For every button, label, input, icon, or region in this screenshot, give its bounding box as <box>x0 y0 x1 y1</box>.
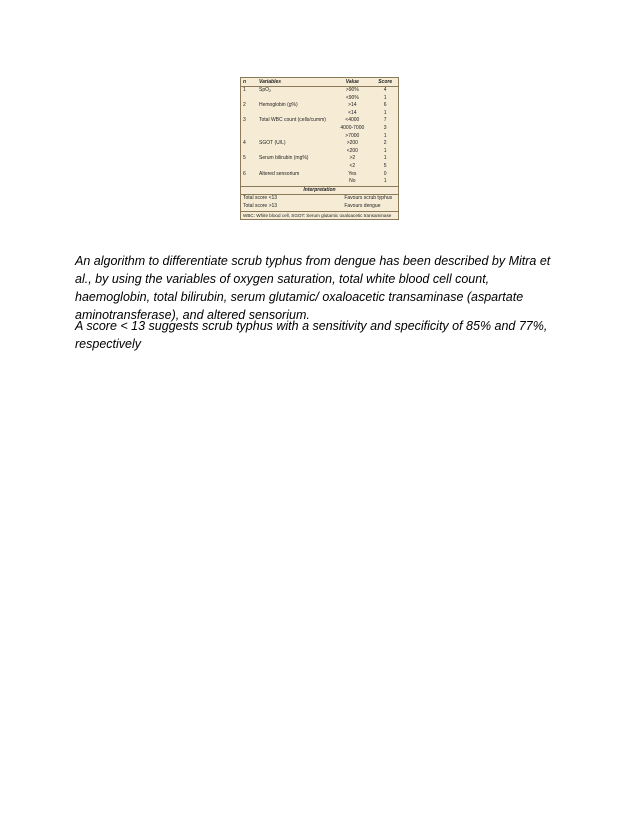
cell-n <box>241 148 257 156</box>
cell-score <box>372 178 398 186</box>
header-n: n <box>241 78 257 87</box>
cell-variable-text: Altered sensorium <box>259 170 300 177</box>
cell-variable <box>257 155 332 163</box>
cell-value-text: <2 <box>349 162 356 169</box>
cell-score <box>372 125 398 133</box>
cell-score-text: 1 <box>383 94 387 101</box>
cell-value <box>332 95 372 103</box>
interpretation-condition: Total score >13 <box>243 202 278 209</box>
cell-n <box>241 95 257 103</box>
cell-value <box>332 102 372 110</box>
cell-value-text: >7000 <box>345 132 360 139</box>
cell-variable <box>257 133 332 141</box>
cell-value-text: <200 <box>346 147 358 154</box>
cell-score <box>372 110 398 118</box>
cell-score <box>372 133 398 141</box>
cell-variable <box>257 95 332 103</box>
cell-variable <box>257 102 332 110</box>
table-row <box>241 148 398 156</box>
header-score: Score <box>372 78 398 87</box>
cell-n <box>241 87 257 95</box>
interpretation-result: Favours scrub typhus <box>344 195 393 202</box>
table-row <box>241 133 398 141</box>
table-row <box>241 102 398 110</box>
cell-score-text: 1 <box>383 178 387 185</box>
cell-score-text: 0 <box>383 170 387 177</box>
cell-value-text: <90% <box>345 94 359 101</box>
cell-variable-text: SpO <box>259 87 270 93</box>
table-row <box>241 95 398 103</box>
table-row <box>241 87 398 95</box>
cell-variable <box>257 148 332 156</box>
cell-value-text: Yes <box>348 170 357 177</box>
table-body <box>241 87 398 187</box>
cell-variable <box>257 140 332 148</box>
scoring-table <box>241 78 398 219</box>
cell-value <box>332 133 372 141</box>
table-header-row <box>241 78 398 87</box>
cell-n <box>241 171 257 179</box>
cell-n <box>241 117 257 125</box>
cell-n <box>241 110 257 118</box>
cell-variable <box>257 87 332 95</box>
interpretation-condition: Total score <13 <box>243 195 278 202</box>
interpretation-result: Favours dengue <box>344 202 381 209</box>
cell-value <box>332 163 372 171</box>
cell-n <box>241 125 257 133</box>
cell-variable-text: SGOT (U/L) <box>259 140 286 147</box>
cell-n <box>241 155 257 163</box>
cell-value-text: 4000-7000 <box>340 124 365 131</box>
cell-value <box>332 87 372 95</box>
cell-score <box>372 155 398 163</box>
cell-score-text: 4 <box>383 87 387 93</box>
cell-value <box>332 117 372 125</box>
interpretation-section <box>241 186 398 219</box>
body-paragraph-score: A score < 13 suggests scrub typhus with a sensitivity and specificity of 85% and 77%, respectively <box>75 319 548 351</box>
interpretation-heading-row <box>241 186 398 195</box>
cell-n-text: 2 <box>243 102 246 109</box>
cell-n <box>241 140 257 148</box>
cell-score <box>372 102 398 110</box>
cell-value <box>332 171 372 179</box>
cell-n <box>241 102 257 110</box>
header-variables: Variables <box>257 78 332 87</box>
cell-n-text: 4 <box>243 140 246 147</box>
cell-score <box>372 95 398 103</box>
cell-score-text: 2 <box>383 140 387 147</box>
cell-value <box>332 125 372 133</box>
body-paragraph-algorithm: An algorithm to differentiate scrub typhus from dengue has been described by Mitra et al., by using the variables of oxygen saturation, total white blood cell count, haemoglobin, total bilirubin, serum glutamic/ oxaloacetic transaminase (aspartate aminotransferase), and altered sensorium. <box>75 254 551 322</box>
scoring-table-figure <box>240 77 399 220</box>
cell-n <box>241 178 257 186</box>
cell-n-text: 3 <box>243 117 246 124</box>
cell-value-text: No <box>349 178 356 185</box>
cell-value-text: >200 <box>346 140 358 147</box>
cell-score-text: 1 <box>383 109 387 116</box>
cell-variable-text: Hemoglobin (g%) <box>259 102 298 109</box>
cell-score-text: 3 <box>383 124 387 131</box>
cell-value-text: >90% <box>345 87 359 93</box>
cell-variable <box>257 163 332 171</box>
cell-value <box>332 110 372 118</box>
cell-score-text: 1 <box>383 147 387 154</box>
cell-n <box>241 133 257 141</box>
cell-variable <box>257 125 332 133</box>
cell-n-text: 5 <box>243 155 246 162</box>
cell-score-text: 7 <box>383 117 387 124</box>
header-value: Value <box>332 78 372 87</box>
cell-score-text: 1 <box>383 155 387 162</box>
interpretation-row <box>241 195 398 203</box>
table-row <box>241 117 398 125</box>
cell-value-text: <14 <box>348 109 357 116</box>
cell-score-text: 6 <box>383 102 387 109</box>
table-row <box>241 110 398 118</box>
cell-score <box>372 140 398 148</box>
cell-value-text: >14 <box>348 102 357 109</box>
cell-variable-text: Serum bilirubin (mg%) <box>259 155 309 162</box>
cell-variable <box>257 171 332 179</box>
cell-n <box>241 163 257 171</box>
table-footnote: WBC: White blood cell, SGOT: Serum glutamic oxaloacetic transaminase <box>241 211 398 219</box>
cell-score <box>372 171 398 179</box>
cell-variable-subscript: 2 <box>269 89 271 93</box>
cell-score-text: 5 <box>383 162 387 169</box>
table-row <box>241 163 398 171</box>
cell-variable <box>257 110 332 118</box>
cell-value <box>332 140 372 148</box>
cell-score <box>372 87 398 95</box>
cell-variable <box>257 178 332 186</box>
table-row <box>241 155 398 163</box>
cell-variable <box>257 117 332 125</box>
table-row <box>241 140 398 148</box>
footnote-row <box>241 211 398 219</box>
table-row <box>241 125 398 133</box>
cell-score <box>372 117 398 125</box>
cell-value <box>332 148 372 156</box>
cell-variable-text: Total WBC count (cells/cumm) <box>259 117 326 124</box>
interpretation-row <box>241 203 398 211</box>
cell-n-text: 6 <box>243 170 246 177</box>
cell-value-text: <4000 <box>345 117 360 124</box>
cell-score <box>372 148 398 156</box>
table-row <box>241 178 398 186</box>
cell-value <box>332 155 372 163</box>
cell-value <box>332 178 372 186</box>
table-row <box>241 171 398 179</box>
interpretation-heading: Interpretation <box>241 186 398 195</box>
cell-score <box>372 163 398 171</box>
cell-n-text: 1 <box>243 87 246 93</box>
cell-value-text: >2 <box>349 155 356 162</box>
cell-score-text: 1 <box>383 132 387 139</box>
